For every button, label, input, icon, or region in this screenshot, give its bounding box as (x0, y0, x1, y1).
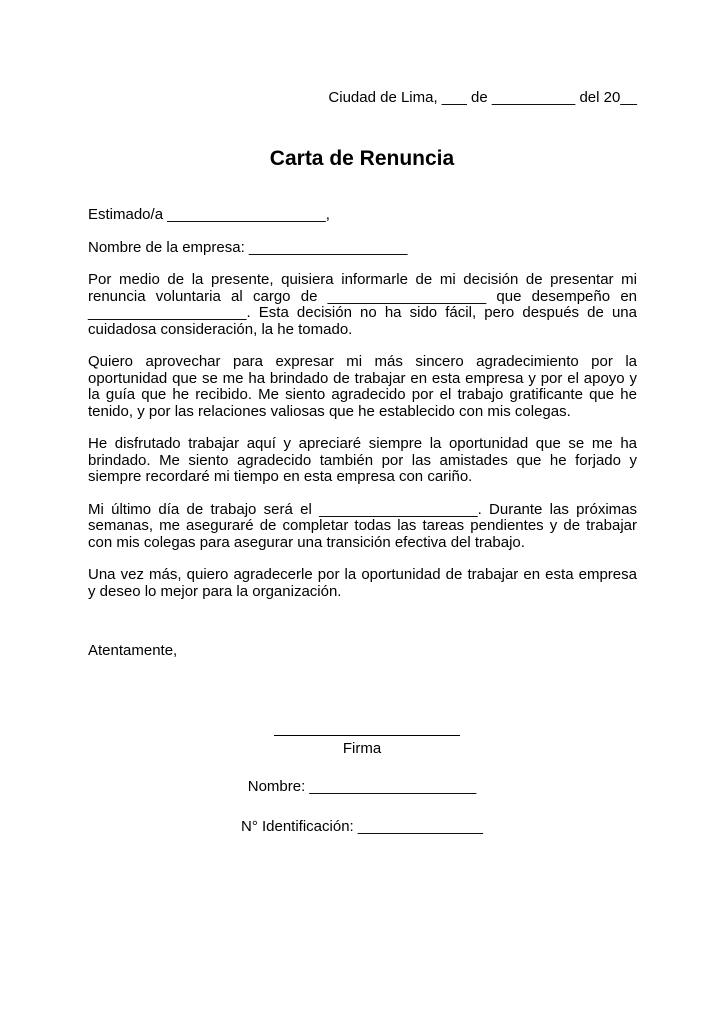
paragraph-2: Quiero aprovechar para expresar mi más sincero agradecimiento por la oportunidad que se me ha brindado de trabajar en esta empresa y por el apoyo y la guía que he recibido. Me siento agradecido por el trabajo gratificante que he tenido, y por las relaciones valiosas que he establecido con mis colegas. (88, 353, 637, 420)
name-line: Nombre: ____________________ (247, 778, 477, 795)
signature-line (274, 735, 460, 736)
closing: Atentamente, (88, 642, 178, 659)
id-line: N° Identificación: _______________ (240, 818, 484, 835)
paragraph-4: Mi último día de trabajo será el ___________________. Durante las próximas semanas, me aseguraré de completar todas las tareas pendientes y de trabajar con mis colegas para asegurar una transición efectiva del trabajo. (88, 500, 637, 551)
paragraph-1: Por medio de la presente, quisiera informarle de mi decisión de presentar mi renuncia voluntaria al cargo de ___________________ que desempeño en ___________________. Esta decisión no ha sido fácil, pero después de una cuidadosa consideración, la he tomado. (88, 271, 637, 338)
signature-label: Firma (342, 740, 382, 757)
page-title: Carta de Renuncia (269, 147, 455, 170)
letter-body (88, 207, 637, 616)
paragraph-3: He disfrutado trabajar aquí y apreciaré siempre la oportunidad que se me ha brindado. Me siento agradecido también por las amistades que he forjado y siempre recordaré mi tiempo en esta empresa con cariño. (88, 435, 637, 485)
date-line: Ciudad de Lima, ___ de __________ del 20__ (328, 89, 637, 106)
paragraph-5: Una vez más, quiero agradecerle por la oportunidad de trabajar en esta empresa y deseo lo mejor para la organización. (88, 566, 637, 600)
company-line: Nombre de la empresa: ___________________ (88, 238, 408, 256)
salutation: Estimado/a ___________________, (88, 206, 330, 223)
